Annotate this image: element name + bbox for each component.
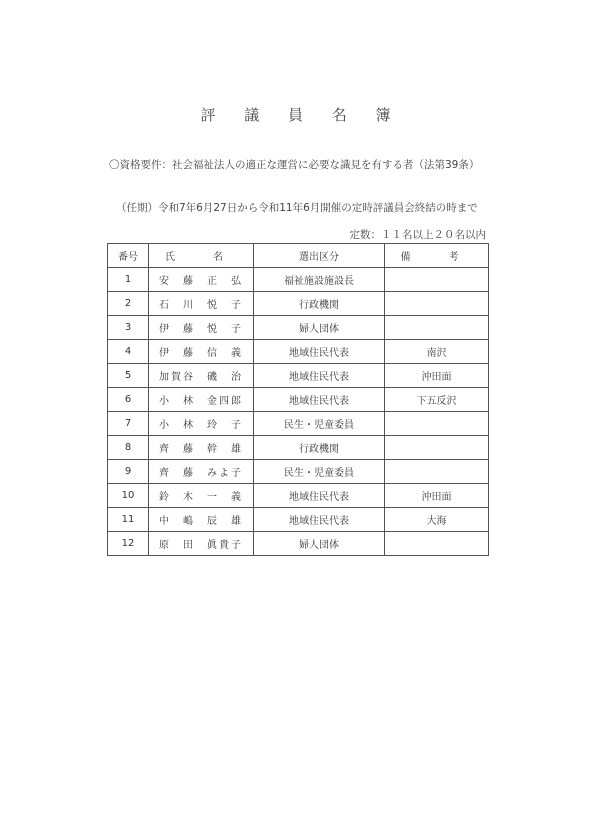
qualification-requirement: 〇資格要件：社会福祉法人の適正な運営に必要な識見を有する者（法第39条）: [109, 159, 480, 171]
row-note: [385, 436, 489, 460]
row-number: 4: [108, 340, 149, 364]
row-category: 行政機関: [254, 436, 385, 460]
row-category: 民生・児童委員: [254, 460, 385, 484]
row-name: 齊 藤 みよ子: [149, 460, 254, 484]
row-note: [385, 532, 489, 556]
table-row: [108, 484, 489, 508]
row-number: 2: [108, 292, 149, 316]
row-category: 福祉施設施設長: [254, 268, 385, 292]
row-category: 地域住民代表: [254, 484, 385, 508]
row-note: 沖田面: [385, 484, 489, 508]
row-category: 民生・児童委員: [254, 412, 385, 436]
row-number: 6: [108, 388, 149, 412]
row-note: 大海: [385, 508, 489, 532]
row-name: 石 川 悦 子: [149, 292, 254, 316]
row-category: 地域住民代表: [254, 508, 385, 532]
row-category: 地域住民代表: [254, 388, 385, 412]
row-note: [385, 292, 489, 316]
header-name: 氏 名: [149, 244, 254, 268]
row-number: 1: [108, 268, 149, 292]
member-quota: 定数：１１名以上２０名以内: [349, 229, 486, 241]
row-number: 12: [108, 532, 149, 556]
row-name: 齊 藤 幹 雄: [149, 436, 254, 460]
row-name: 原 田 眞貴子: [149, 532, 254, 556]
row-note: 下五反沢: [385, 388, 489, 412]
table-row: [108, 292, 489, 316]
row-number: 7: [108, 412, 149, 436]
row-category: 行政機関: [254, 292, 385, 316]
table-row: [108, 508, 489, 532]
row-note: [385, 412, 489, 436]
row-note: [385, 316, 489, 340]
row-category: 地域住民代表: [254, 364, 385, 388]
row-note: 沖田面: [385, 364, 489, 388]
councilor-roster-table: [107, 243, 489, 556]
row-name: 伊 藤 信 義: [149, 340, 254, 364]
table-row: [108, 532, 489, 556]
row-name: 中 嶋 辰 雄: [149, 508, 254, 532]
row-number: 9: [108, 460, 149, 484]
table-row: [108, 460, 489, 484]
header-note: 備 考: [385, 244, 489, 268]
row-number: 8: [108, 436, 149, 460]
table-row: [108, 364, 489, 388]
row-name: 小 林 金四郎: [149, 388, 254, 412]
row-number: 10: [108, 484, 149, 508]
row-category: 地域住民代表: [254, 340, 385, 364]
row-number: 3: [108, 316, 149, 340]
table-row: [108, 268, 489, 292]
header-number: 番号: [108, 244, 149, 268]
row-category: 婦人団体: [254, 316, 385, 340]
row-name: 小 林 玲 子: [149, 412, 254, 436]
row-note: 南沢: [385, 340, 489, 364]
row-number: 5: [108, 364, 149, 388]
header-category: 選出区分: [254, 244, 385, 268]
table-row: [108, 412, 489, 436]
row-category: 婦人団体: [254, 532, 385, 556]
term-of-office: （任期）令和7年6月27日から令和11年6月開催の定時評議員会終結の時まで: [116, 202, 478, 214]
table-row: [108, 316, 489, 340]
row-name: 鈴 木 一 義: [149, 484, 254, 508]
table-row: [108, 340, 489, 364]
row-name: 安 藤 正 弘: [149, 268, 254, 292]
row-name: 加賀谷 磯 治: [149, 364, 254, 388]
row-note: [385, 268, 489, 292]
row-note: [385, 460, 489, 484]
page-title: 評 議 員 名 簿: [200, 106, 403, 124]
table-header-row: [108, 244, 489, 268]
row-name: 伊 藤 悦 子: [149, 316, 254, 340]
table-row: [108, 436, 489, 460]
table-row: [108, 388, 489, 412]
row-number: 11: [108, 508, 149, 532]
